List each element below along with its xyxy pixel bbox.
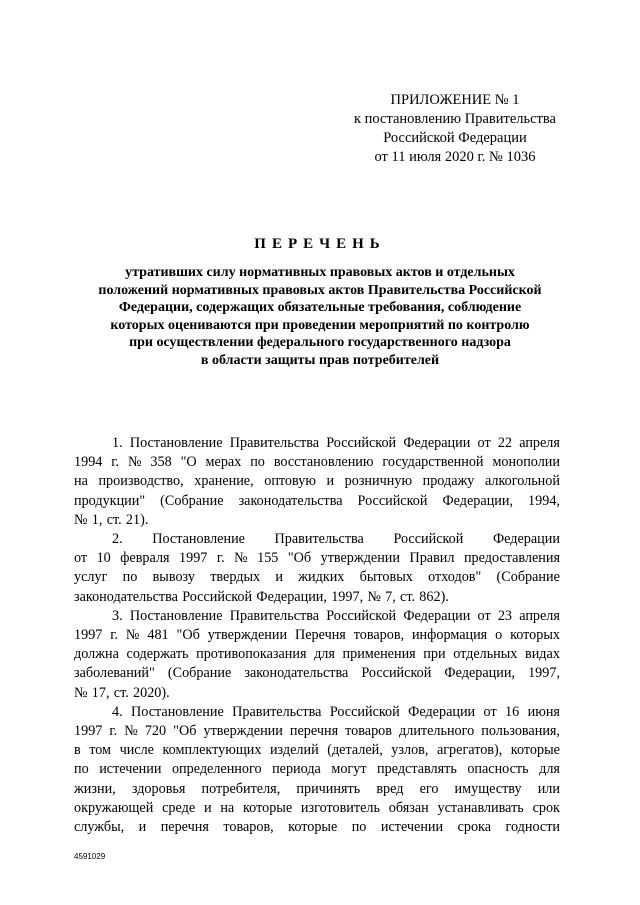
subtitle-line: при осуществлении федерального государственного надзора <box>129 335 511 350</box>
paragraph-line: 1997 г. № 481 "Об утверждении Перечня товаров, информация о которых <box>74 627 560 644</box>
document-subtitle <box>80 264 560 369</box>
paragraph-line: жизни, здоровья потребителя, причинять вред его имуществу или <box>74 780 560 797</box>
document-code: 4591029 <box>74 852 106 861</box>
paragraph-line: на производство, хранение, оптовую и розничную продажу алкогольной <box>74 473 560 490</box>
paragraph-line: законодательства Российской Федерации, 1997, № 7, ст. 862). <box>74 588 449 605</box>
paragraph-line: заболеваний" (Собрание законодательства Российской Федерации, 1997, <box>74 665 560 682</box>
paragraph-line: № 1, ст. 21). <box>74 511 149 528</box>
subtitle-line: которых оцениваются при проведении мероприятий по контролю <box>110 317 530 333</box>
list-paragraph <box>74 434 560 530</box>
paragraph-line: 1997 г. № 720 "Об утверждении перечня товаров длительного пользования, <box>74 723 560 740</box>
paragraph-line: № 17, ст. 2020). <box>74 684 170 701</box>
paragraph-line: 1994 г. № 358 "О мерах по восстановлению государственной монополии <box>74 454 560 471</box>
appendix-line: Российской Федерации <box>383 130 527 146</box>
paragraph-line: услуг по вывозу твердых и жидких бытовых отходов" (Собрание <box>74 569 560 586</box>
document-body <box>74 434 560 837</box>
paragraph-line: по истечении определенного периода могут представлять опасность для <box>74 761 560 778</box>
appendix-line: к постановлению Правительства <box>354 111 556 127</box>
appendix-line: от 11 июля 2020 г. № 1036 <box>374 149 536 165</box>
document-title: ПЕРЕЧЕНЬ <box>254 236 386 252</box>
paragraph-line: 3. Постановление Правительства Российской Федерации от 23 апреля <box>112 607 560 624</box>
list-paragraph <box>74 607 560 703</box>
paragraph-line: 2. Постановление Правительства Российской Федерации <box>112 531 560 548</box>
subtitle-line: положений нормативных правовых актов Правительства Российской <box>98 282 542 298</box>
paragraph-line: продукции" (Собрание законодательства Российской Федерации, 1994, <box>74 492 560 509</box>
subtitle-line: Федерации, содержащих обязательные требования, соблюдение <box>118 300 522 315</box>
paragraph-line: службы, и перечня товаров, которые по истечении срока годности <box>74 819 560 836</box>
paragraph-line: окружающей среде и на которые изготовитель обязан устанавливать срок <box>74 799 560 816</box>
list-paragraph <box>74 530 560 607</box>
paragraph-line: 1. Постановление Правительства Российской Федерации от 22 апреля <box>112 435 560 451</box>
list-paragraph <box>74 703 560 837</box>
appendix-line: ПРИЛОЖЕНИЕ № 1 <box>390 92 520 108</box>
subtitle-line: в области защиты прав потребителей <box>200 352 440 368</box>
paragraph-line: должна содержать противопоказания для применения при отдельных видах <box>74 646 560 663</box>
paragraph-line: от 10 февраля 1997 г. № 155 "Об утверждении Правил предоставления <box>74 550 560 567</box>
paragraph-line: в том числе комплектующих изделий (деталей, узлов, агрегатов), которые <box>74 742 560 759</box>
paragraph-line: 4. Постановление Правительства Российской Федерации от 16 июня <box>112 703 560 720</box>
subtitle-line: утративших силу нормативных правовых актов и отдельных <box>125 265 515 280</box>
appendix-header <box>330 91 580 167</box>
